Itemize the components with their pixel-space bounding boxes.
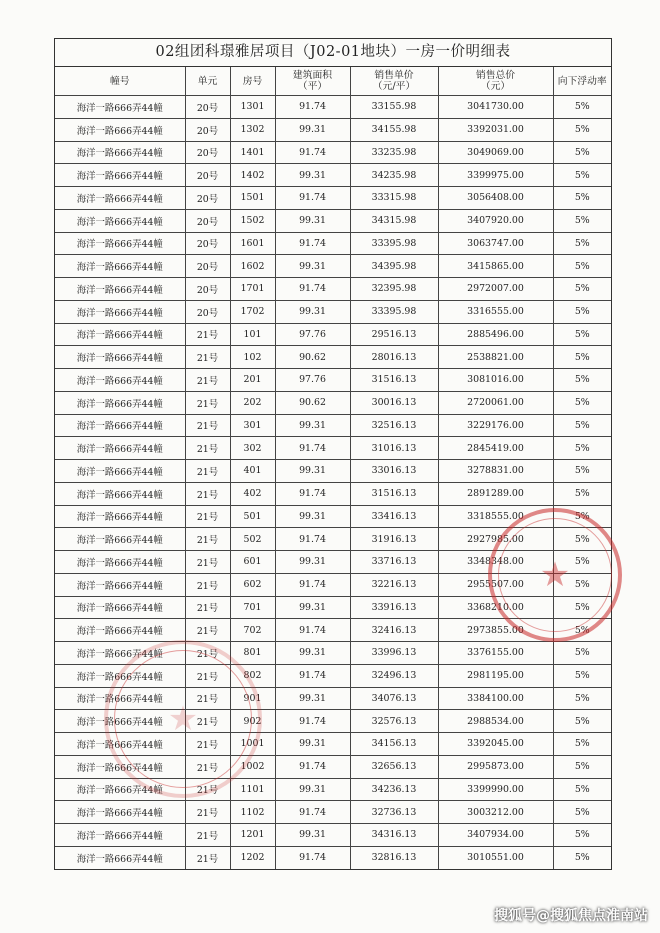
cell-area: 99.31 [275,118,350,141]
cell-float-rate: 5% [553,323,611,346]
cell-unit-price: 32395.98 [350,278,438,301]
table-row [55,96,611,119]
cell-unit: 21号 [185,323,230,346]
cell-area: 99.31 [275,505,350,528]
cell-total-price: 2981195.00 [438,664,553,687]
cell-unit-price: 32816.13 [350,846,438,868]
cell-room: 1201 [230,824,275,847]
cell-area: 97.76 [275,369,350,392]
seal-star-icon-faint: ★ [167,699,199,739]
cell-room: 1701 [230,278,275,301]
cell-room: 501 [230,505,275,528]
header-unit-price [350,67,438,96]
cell-building: 海洋一路666弄44幢 [55,369,185,392]
table-row [55,323,611,346]
cell-area: 91.74 [275,232,350,255]
cell-float-rate: 5% [553,141,611,164]
table-row [55,232,611,255]
cell-unit: 21号 [185,687,230,710]
cell-area: 91.74 [275,187,350,210]
cell-room: 1502 [230,209,275,232]
cell-total-price: 3056408.00 [438,187,553,210]
cell-area: 91.74 [275,846,350,868]
cell-unit-price: 34076.13 [350,687,438,710]
table-row [55,642,611,665]
cell-unit-price: 33315.98 [350,187,438,210]
table-row [55,437,611,460]
cell-unit-price: 32516.13 [350,414,438,437]
cell-building: 海洋一路666弄44幢 [55,824,185,847]
cell-area: 90.62 [275,346,350,369]
table-header-row [55,67,611,96]
cell-building: 海洋一路666弄44幢 [55,596,185,619]
cell-room: 1301 [230,96,275,119]
cell-unit-price: 33235.98 [350,141,438,164]
cell-total-price: 3041730.00 [438,96,553,119]
cell-building: 海洋一路666弄44幢 [55,414,185,437]
price-list-sheet [54,38,612,870]
cell-float-rate: 5% [553,619,611,642]
cell-float-rate: 5% [553,232,611,255]
cell-float-rate: 5% [553,164,611,187]
cell-area: 91.74 [275,801,350,824]
cell-total-price: 2891289.00 [438,482,553,505]
cell-room: 301 [230,414,275,437]
header-unit-price-label: 销售单价 [374,70,414,81]
table-row [55,687,611,710]
cell-float-rate: 5% [553,573,611,596]
cell-unit-price: 33395.98 [350,300,438,323]
cell-unit: 20号 [185,141,230,164]
cell-area: 99.31 [275,255,350,278]
cell-float-rate: 5% [553,733,611,756]
cell-unit-price: 32216.13 [350,573,438,596]
cell-float-rate: 5% [553,846,611,868]
cell-area: 99.31 [275,209,350,232]
cell-building: 海洋一路666弄44幢 [55,619,185,642]
cell-total-price: 3407934.00 [438,824,553,847]
cell-building: 海洋一路666弄44幢 [55,801,185,824]
cell-room: 1501 [230,187,275,210]
cell-building: 海洋一路666弄44幢 [55,505,185,528]
cell-unit-price: 31016.13 [350,437,438,460]
cell-float-rate: 5% [553,687,611,710]
cell-building: 海洋一路666弄44幢 [55,118,185,141]
cell-float-rate: 5% [553,414,611,437]
cell-unit: 21号 [185,551,230,574]
cell-building: 海洋一路666弄44幢 [55,437,185,460]
cell-unit-price: 34156.13 [350,733,438,756]
cell-building: 海洋一路666弄44幢 [55,687,185,710]
cell-building: 海洋一路666弄44幢 [55,232,185,255]
cell-total-price: 3368210.00 [438,596,553,619]
cell-float-rate: 5% [553,824,611,847]
cell-room: 1102 [230,801,275,824]
cell-unit-price: 32416.13 [350,619,438,642]
cell-total-price: 2972007.00 [438,278,553,301]
cell-area: 91.74 [275,755,350,778]
cell-building: 海洋一路666弄44幢 [55,255,185,278]
cell-unit-price: 33416.13 [350,505,438,528]
table-row [55,300,611,323]
cell-building: 海洋一路666弄44幢 [55,460,185,483]
table-row [55,209,611,232]
table-row [55,733,611,756]
cell-float-rate: 5% [553,300,611,323]
cell-area: 97.76 [275,323,350,346]
cell-unit: 21号 [185,573,230,596]
cell-total-price: 3348348.00 [438,551,553,574]
cell-unit-price: 33016.13 [350,460,438,483]
header-total-price-label: 销售总价 [475,70,516,81]
cell-float-rate: 5% [553,460,611,483]
cell-room: 202 [230,391,275,414]
cell-room: 1302 [230,118,275,141]
cell-area: 91.74 [275,710,350,733]
cell-room: 402 [230,482,275,505]
cell-room: 1002 [230,755,275,778]
cell-unit-price: 33395.98 [350,232,438,255]
table-row [55,346,611,369]
cell-float-rate: 5% [553,801,611,824]
cell-unit: 21号 [185,664,230,687]
cell-float-rate: 5% [553,596,611,619]
table-row [55,482,611,505]
cell-unit: 21号 [185,733,230,756]
table-row [55,528,611,551]
cell-unit: 20号 [185,209,230,232]
table-row [55,187,611,210]
cell-area: 99.31 [275,687,350,710]
cell-building: 海洋一路666弄44幢 [55,664,185,687]
table-row [55,710,611,733]
table-row [55,596,611,619]
cell-total-price: 3003212.00 [438,801,553,824]
cell-total-price: 2973855.00 [438,619,553,642]
cell-unit: 21号 [185,801,230,824]
cell-area: 91.74 [275,619,350,642]
header-area [275,67,350,96]
cell-area: 99.31 [275,414,350,437]
cell-building: 海洋一路666弄44幢 [55,778,185,801]
cell-total-price: 3318555.00 [438,505,553,528]
table-row [55,824,611,847]
seal-star-icon: ★ [539,555,571,595]
cell-room: 1402 [230,164,275,187]
cell-float-rate: 5% [553,710,611,733]
cell-room: 1001 [230,733,275,756]
table-row [55,846,611,868]
cell-room: 1202 [230,846,275,868]
cell-area: 99.31 [275,300,350,323]
cell-unit: 21号 [185,482,230,505]
cell-total-price: 2988534.00 [438,710,553,733]
cell-total-price: 2845419.00 [438,437,553,460]
cell-total-price: 3010551.00 [438,846,553,868]
cell-building: 海洋一路666弄44幢 [55,551,185,574]
cell-area: 99.31 [275,642,350,665]
cell-building: 海洋一路666弄44幢 [55,391,185,414]
cell-total-price: 3376155.00 [438,642,553,665]
cell-unit-price: 30016.13 [350,391,438,414]
cell-float-rate: 5% [553,209,611,232]
cell-unit: 21号 [185,596,230,619]
cell-unit: 21号 [185,346,230,369]
cell-unit: 21号 [185,619,230,642]
cell-float-rate: 5% [553,551,611,574]
cell-unit: 21号 [185,642,230,665]
cell-room: 1101 [230,778,275,801]
cell-unit-price: 34235.98 [350,164,438,187]
cell-unit: 20号 [185,255,230,278]
cell-unit-price: 33996.13 [350,642,438,665]
cell-unit-price: 34236.13 [350,778,438,801]
cell-building: 海洋一路666弄44幢 [55,187,185,210]
cell-float-rate: 5% [553,369,611,392]
cell-unit: 21号 [185,414,230,437]
cell-room: 401 [230,460,275,483]
table-row [55,369,611,392]
cell-total-price: 2885496.00 [438,323,553,346]
cell-room: 601 [230,551,275,574]
cell-float-rate: 5% [553,187,611,210]
cell-unit-price: 32576.13 [350,710,438,733]
header-unit-price-unit: （元/平） [372,81,416,92]
cell-building: 海洋一路666弄44幢 [55,528,185,551]
cell-area: 99.31 [275,164,350,187]
cell-unit-price: 29516.13 [350,323,438,346]
cell-unit: 20号 [185,300,230,323]
header-building: 幢号 [55,67,185,96]
cell-room: 602 [230,573,275,596]
cell-total-price: 3399975.00 [438,164,553,187]
cell-total-price: 3384100.00 [438,687,553,710]
cell-unit: 21号 [185,505,230,528]
cell-unit: 21号 [185,391,230,414]
cell-unit-price: 34316.13 [350,824,438,847]
cell-building: 海洋一路666弄44幢 [55,755,185,778]
cell-building: 海洋一路666弄44幢 [55,642,185,665]
cell-unit: 21号 [185,528,230,551]
cell-unit: 20号 [185,187,230,210]
cell-room: 302 [230,437,275,460]
cell-room: 902 [230,710,275,733]
price-table [55,67,611,869]
cell-float-rate: 5% [553,482,611,505]
cell-float-rate: 5% [553,664,611,687]
cell-room: 801 [230,642,275,665]
cell-unit-price: 32736.13 [350,801,438,824]
cell-room: 1401 [230,141,275,164]
cell-area: 91.74 [275,96,350,119]
cell-unit: 21号 [185,710,230,733]
cell-building: 海洋一路666弄44幢 [55,346,185,369]
cell-unit: 21号 [185,460,230,483]
cell-unit-price: 33155.98 [350,96,438,119]
cell-float-rate: 5% [553,255,611,278]
header-total-price-unit: （元） [480,81,511,92]
document-title: 02组团科璟雅居项目（J02-01地块）一房一价明细表 [55,39,611,67]
cell-unit: 21号 [185,846,230,868]
header-area-unit: （平） [297,81,328,92]
cell-room: 502 [230,528,275,551]
cell-area: 99.31 [275,460,350,483]
header-area-label: 建筑面积 [292,70,333,81]
cell-building: 海洋一路666弄44幢 [55,710,185,733]
cell-unit-price: 32656.13 [350,755,438,778]
cell-total-price: 3392031.00 [438,118,553,141]
cell-unit-price: 34155.98 [350,118,438,141]
table-row [55,664,611,687]
cell-unit: 21号 [185,824,230,847]
cell-total-price: 3392045.00 [438,733,553,756]
table-row [55,619,611,642]
cell-area: 99.31 [275,824,350,847]
cell-unit: 20号 [185,118,230,141]
table-row [55,505,611,528]
cell-unit-price: 28016.13 [350,346,438,369]
cell-unit-price: 31516.13 [350,369,438,392]
cell-unit: 21号 [185,369,230,392]
cell-float-rate: 5% [553,755,611,778]
table-body [55,96,611,869]
cell-room: 201 [230,369,275,392]
cell-building: 海洋一路666弄44幢 [55,573,185,596]
table-row [55,164,611,187]
cell-float-rate: 5% [553,778,611,801]
cell-room: 102 [230,346,275,369]
cell-room: 901 [230,687,275,710]
cell-area: 91.74 [275,141,350,164]
table-row [55,414,611,437]
cell-area: 99.31 [275,778,350,801]
cell-unit: 21号 [185,437,230,460]
table-row [55,778,611,801]
cell-float-rate: 5% [553,278,611,301]
cell-area: 91.74 [275,437,350,460]
cell-total-price: 3399990.00 [438,778,553,801]
cell-room: 1602 [230,255,275,278]
table-row [55,573,611,596]
cell-room: 701 [230,596,275,619]
cell-float-rate: 5% [553,642,611,665]
cell-float-rate: 5% [553,505,611,528]
cell-unit-price: 34315.98 [350,209,438,232]
table-row [55,255,611,278]
table-row [55,118,611,141]
cell-building: 海洋一路666弄44幢 [55,482,185,505]
cell-building: 海洋一路666弄44幢 [55,323,185,346]
cell-room: 802 [230,664,275,687]
cell-room: 702 [230,619,275,642]
cell-unit-price: 33916.13 [350,596,438,619]
cell-total-price: 3229176.00 [438,414,553,437]
cell-unit-price: 31516.13 [350,482,438,505]
cell-area: 90.62 [275,391,350,414]
header-unit: 单元 [185,67,230,96]
table-row [55,141,611,164]
cell-float-rate: 5% [553,118,611,141]
cell-building: 海洋一路666弄44幢 [55,278,185,301]
cell-unit: 20号 [185,96,230,119]
cell-unit-price: 34395.98 [350,255,438,278]
cell-float-rate: 5% [553,391,611,414]
cell-area: 91.74 [275,482,350,505]
cell-unit-price: 32496.13 [350,664,438,687]
cell-total-price: 3415865.00 [438,255,553,278]
header-room: 房号 [230,67,275,96]
cell-float-rate: 5% [553,437,611,460]
cell-total-price: 2538821.00 [438,346,553,369]
cell-building: 海洋一路666弄44幢 [55,96,185,119]
cell-room: 1601 [230,232,275,255]
cell-total-price: 2720061.00 [438,391,553,414]
cell-building: 海洋一路666弄44幢 [55,300,185,323]
cell-building: 海洋一路666弄44幢 [55,164,185,187]
table-row [55,801,611,824]
cell-unit: 20号 [185,278,230,301]
cell-area: 91.74 [275,528,350,551]
cell-float-rate: 5% [553,528,611,551]
cell-unit: 21号 [185,755,230,778]
header-float-rate: 向下浮动率 [553,67,611,96]
cell-total-price: 3278831.00 [438,460,553,483]
table-row [55,391,611,414]
cell-room: 1702 [230,300,275,323]
cell-total-price: 2927985.00 [438,528,553,551]
table-row [55,755,611,778]
cell-building: 海洋一路666弄44幢 [55,141,185,164]
cell-total-price: 3063747.00 [438,232,553,255]
cell-building: 海洋一路666弄44幢 [55,209,185,232]
header-total-price [438,67,553,96]
cell-total-price: 3316555.00 [438,300,553,323]
cell-area: 91.74 [275,278,350,301]
cell-unit: 21号 [185,778,230,801]
cell-total-price: 3081016.00 [438,369,553,392]
cell-total-price: 2995873.00 [438,755,553,778]
cell-building: 海洋一路666弄44幢 [55,846,185,868]
cell-unit: 20号 [185,232,230,255]
cell-total-price: 2955507.00 [438,573,553,596]
cell-unit-price: 31916.13 [350,528,438,551]
table-row [55,551,611,574]
cell-unit-price: 33716.13 [350,551,438,574]
cell-area: 91.74 [275,664,350,687]
cell-building: 海洋一路666弄44幢 [55,733,185,756]
cell-area: 91.74 [275,573,350,596]
source-watermark: 搜狐号@搜狐焦点淮南站 [494,908,648,924]
cell-float-rate: 5% [553,96,611,119]
cell-area: 99.31 [275,551,350,574]
cell-total-price: 3049069.00 [438,141,553,164]
cell-area: 99.31 [275,733,350,756]
table-row [55,460,611,483]
cell-room: 101 [230,323,275,346]
cell-unit: 20号 [185,164,230,187]
cell-float-rate: 5% [553,346,611,369]
cell-area: 99.31 [275,596,350,619]
table-row [55,278,611,301]
cell-total-price: 3407920.00 [438,209,553,232]
